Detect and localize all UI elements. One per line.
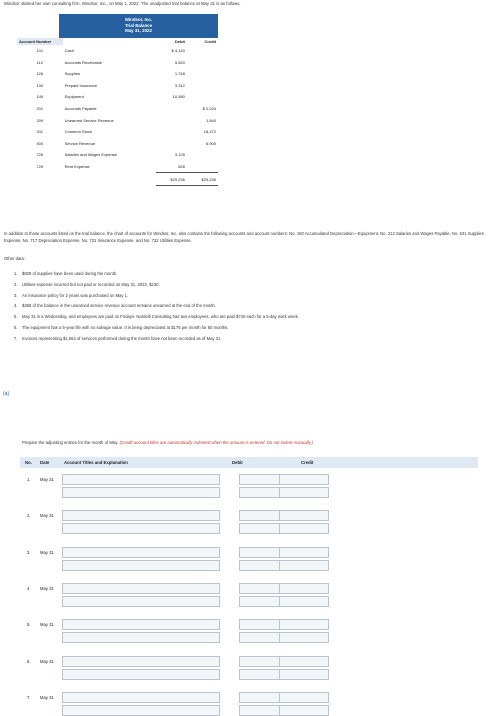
account-title-input[interactable] bbox=[62, 632, 220, 643]
account-title-input[interactable] bbox=[62, 669, 220, 680]
debit-amount: 3,312 bbox=[174, 82, 185, 88]
instructions-text: Prepare the adjusting entries for the month of May. bbox=[22, 440, 119, 445]
item-text: $828 of supplies have been used during the month. bbox=[22, 271, 118, 276]
account-title: Cash bbox=[64, 48, 74, 54]
trial-balance bbox=[17, 14, 218, 186]
account-title-input[interactable] bbox=[62, 705, 220, 716]
item-number: 6. bbox=[14, 324, 18, 330]
item-text: Utilities expense incurred but not paid or recorded on May 31, 2022, $230. bbox=[22, 281, 160, 287]
debit-amount: $ 4,140 bbox=[171, 48, 185, 54]
other-data-item bbox=[14, 271, 299, 282]
trial-balance-row bbox=[17, 56, 218, 68]
item-text: May 31 is a Wednesday, and employees are paid on Fridays. Nardelli Consulting has two employees, who are paid $740 each for a 5-day work week. bbox=[22, 314, 299, 320]
account-number: 112 bbox=[36, 59, 43, 65]
header-date: Date bbox=[40, 460, 50, 465]
credit-amount: 6,900 bbox=[205, 140, 216, 146]
credit-input[interactable] bbox=[279, 487, 329, 498]
account-title-input[interactable] bbox=[62, 583, 220, 594]
debit-amount bbox=[156, 126, 187, 138]
credit-input[interactable] bbox=[279, 523, 329, 534]
item-number: 1. bbox=[14, 271, 18, 276]
item-text: $368 of the balance in the unearned service revenue account remains unearned at the end of the month. bbox=[22, 303, 216, 309]
item-number: 4. bbox=[14, 303, 18, 309]
credit-input[interactable] bbox=[279, 547, 329, 558]
item-text: The equipment has a 5-year life with no salvage value. It is being depreciated at $176 per month for 60 months. bbox=[22, 324, 229, 330]
trial-balance-row bbox=[17, 126, 218, 138]
account-title-input[interactable] bbox=[62, 510, 220, 521]
account-number: 149 bbox=[36, 94, 44, 100]
account-title-input[interactable] bbox=[62, 487, 220, 498]
entry-number: 2. bbox=[27, 513, 31, 519]
credit-amount bbox=[187, 68, 218, 80]
account-title-input[interactable] bbox=[62, 560, 220, 571]
part-label: (a) bbox=[3, 391, 10, 397]
entry-date: May 31 bbox=[40, 694, 54, 700]
entry-number: 1. bbox=[27, 477, 31, 482]
instructions-note: (Credit account titles are automatically indented when the amount is entered. Do not indent manually.) bbox=[119, 440, 314, 445]
credit-amount bbox=[187, 161, 218, 173]
credit-amount: 18,472 bbox=[203, 129, 216, 135]
account-title: Accounts Payable bbox=[64, 106, 97, 112]
other-data-item bbox=[14, 336, 299, 347]
trial-balance-row bbox=[17, 161, 218, 173]
company-name: Windsor, Inc. bbox=[124, 17, 153, 22]
credit-input[interactable] bbox=[279, 619, 329, 630]
header-account-titles: Account Titles and Explanation bbox=[64, 460, 128, 465]
credit-amount bbox=[187, 91, 218, 103]
account-title: Prepaid Insurance bbox=[64, 82, 98, 88]
statement-date: May 31, 2022 bbox=[125, 28, 152, 34]
credit-amount bbox=[187, 80, 218, 92]
debit-amount: 10,560 bbox=[172, 94, 185, 100]
other-data-list bbox=[14, 271, 299, 347]
account-title: Rent Expense bbox=[64, 164, 90, 170]
trial-balance-row bbox=[17, 114, 218, 126]
account-title-input[interactable] bbox=[62, 523, 220, 534]
col-credit: Credit bbox=[204, 38, 216, 44]
header-credit: Credit bbox=[301, 460, 314, 465]
entry-date: May 31 bbox=[40, 549, 54, 555]
credit-input[interactable] bbox=[279, 510, 329, 521]
chart-of-accounts-note: In addition to those accounts listed on the trial balance, the chart of accounts for Windsor, Inc. also contains the following accounts and account numbers: No. 150 Accumulated Depreciation—Equipment, No. 212 Salaries and Wages Payable, No. 631 Supplies Expense, No. 717 Depreciation Expense, No. 722 Insurance Expense, and No. 732 Utilities Expense. bbox=[4, 231, 484, 243]
intro-text: Windsor started her own consulting firm, Windsor, Inc., on May 1, 2022. The unadjusted trial balance at May 31 is as follows. bbox=[4, 1, 241, 6]
account-title: Equipment bbox=[64, 94, 84, 100]
credit-input[interactable] bbox=[279, 632, 329, 643]
entry-date: May 31 bbox=[40, 477, 54, 482]
entry-date: May 31 bbox=[40, 658, 54, 664]
account-title: Unearned Service Revenue bbox=[64, 117, 114, 123]
account-number: 130 bbox=[36, 82, 44, 88]
debit-amount bbox=[156, 103, 187, 115]
debit-amount: 3,128 bbox=[174, 152, 185, 158]
trial-balance-row bbox=[17, 103, 218, 115]
credit-amount: $ 2,024 bbox=[202, 106, 216, 112]
debit-amount bbox=[156, 114, 187, 126]
account-number: 400 bbox=[36, 140, 44, 146]
credit-amount bbox=[187, 56, 218, 68]
credit-input[interactable] bbox=[279, 596, 329, 607]
credit-amount bbox=[187, 149, 218, 161]
trial-balance-row bbox=[17, 138, 218, 150]
debit-amount: 1,748 bbox=[174, 71, 185, 77]
debit-amount bbox=[156, 138, 187, 150]
header-no: No. bbox=[25, 460, 32, 465]
other-data-item bbox=[14, 314, 299, 325]
account-number: 726 bbox=[36, 152, 44, 158]
trial-balance-table bbox=[17, 38, 218, 186]
account-title-input[interactable] bbox=[62, 656, 220, 667]
credit-input[interactable] bbox=[279, 705, 329, 716]
statement-title: Trial Balance bbox=[124, 22, 153, 28]
account-number: 201 bbox=[36, 106, 44, 112]
journal-header bbox=[20, 457, 478, 468]
trial-balance-row bbox=[17, 68, 218, 80]
debit-amount: 828 bbox=[178, 164, 185, 170]
other-data-item bbox=[14, 293, 299, 304]
account-number: 101 bbox=[36, 48, 44, 54]
item-number: 7. bbox=[14, 335, 18, 341]
item-number: 5. bbox=[14, 314, 18, 320]
item-number: 2. bbox=[14, 281, 18, 287]
credit-input[interactable] bbox=[279, 656, 329, 667]
account-number: 729 bbox=[36, 164, 44, 170]
other-data-label: Other data: bbox=[4, 256, 25, 261]
instructions bbox=[22, 440, 313, 445]
item-text: An insurance policy for 2 years was purchased on May 1. bbox=[22, 292, 129, 298]
account-title-input[interactable] bbox=[62, 619, 220, 630]
credit-amount bbox=[187, 45, 218, 57]
trial-balance-total-row bbox=[17, 173, 218, 186]
trial-balance-row bbox=[17, 45, 218, 57]
trial-balance-heading bbox=[59, 14, 218, 38]
credit-input[interactable] bbox=[279, 474, 329, 485]
item-text: Invoices representing $1,564 of services performed during the month have not been recorded as of May 31. bbox=[22, 335, 222, 341]
entry-number: 7. bbox=[27, 694, 31, 700]
header-debit: Debit bbox=[232, 460, 243, 465]
other-data-item bbox=[14, 303, 299, 314]
credit-input[interactable] bbox=[279, 692, 329, 703]
trial-balance-row bbox=[17, 91, 218, 103]
entry-date: May 31 bbox=[40, 622, 54, 628]
col-account-number: Account Number bbox=[17, 38, 63, 45]
credit-amount: 1,840 bbox=[205, 117, 216, 123]
total-debit: $29,236 bbox=[156, 173, 187, 186]
account-title-input[interactable] bbox=[62, 596, 220, 607]
col-debit: Debit bbox=[174, 38, 185, 44]
trial-balance-row bbox=[17, 149, 218, 161]
entry-number: 3. bbox=[27, 549, 31, 555]
account-title: Common Stock bbox=[64, 129, 92, 135]
credit-input[interactable] bbox=[279, 669, 329, 680]
account-number: 126 bbox=[36, 71, 44, 77]
total-credit: $29,236 bbox=[187, 173, 218, 186]
entry-date: May 31 bbox=[40, 513, 54, 519]
account-number: 311 bbox=[36, 129, 43, 135]
account-title: Supplies bbox=[64, 71, 80, 77]
account-title-input[interactable] bbox=[62, 547, 220, 558]
credit-input[interactable] bbox=[279, 583, 329, 594]
account-title: Salaries and Wages Expense bbox=[64, 152, 117, 158]
entry-number: 5. bbox=[27, 622, 31, 628]
account-title-input[interactable] bbox=[62, 692, 220, 703]
entry-date: May 31 bbox=[40, 585, 54, 591]
debit-amount: 5,520 bbox=[174, 59, 185, 65]
account-title-input[interactable] bbox=[62, 474, 220, 485]
trial-balance-row bbox=[17, 80, 218, 92]
item-number: 3. bbox=[14, 292, 18, 298]
account-title: Accounts Receivable bbox=[64, 59, 102, 65]
other-data-item bbox=[14, 282, 299, 293]
account-title: Service Revenue bbox=[64, 140, 96, 146]
credit-input[interactable] bbox=[279, 560, 329, 571]
account-number: 209 bbox=[36, 117, 44, 123]
other-data-item bbox=[14, 325, 299, 336]
entry-number: 6. bbox=[27, 658, 31, 664]
entry-number: 4. bbox=[27, 585, 31, 591]
